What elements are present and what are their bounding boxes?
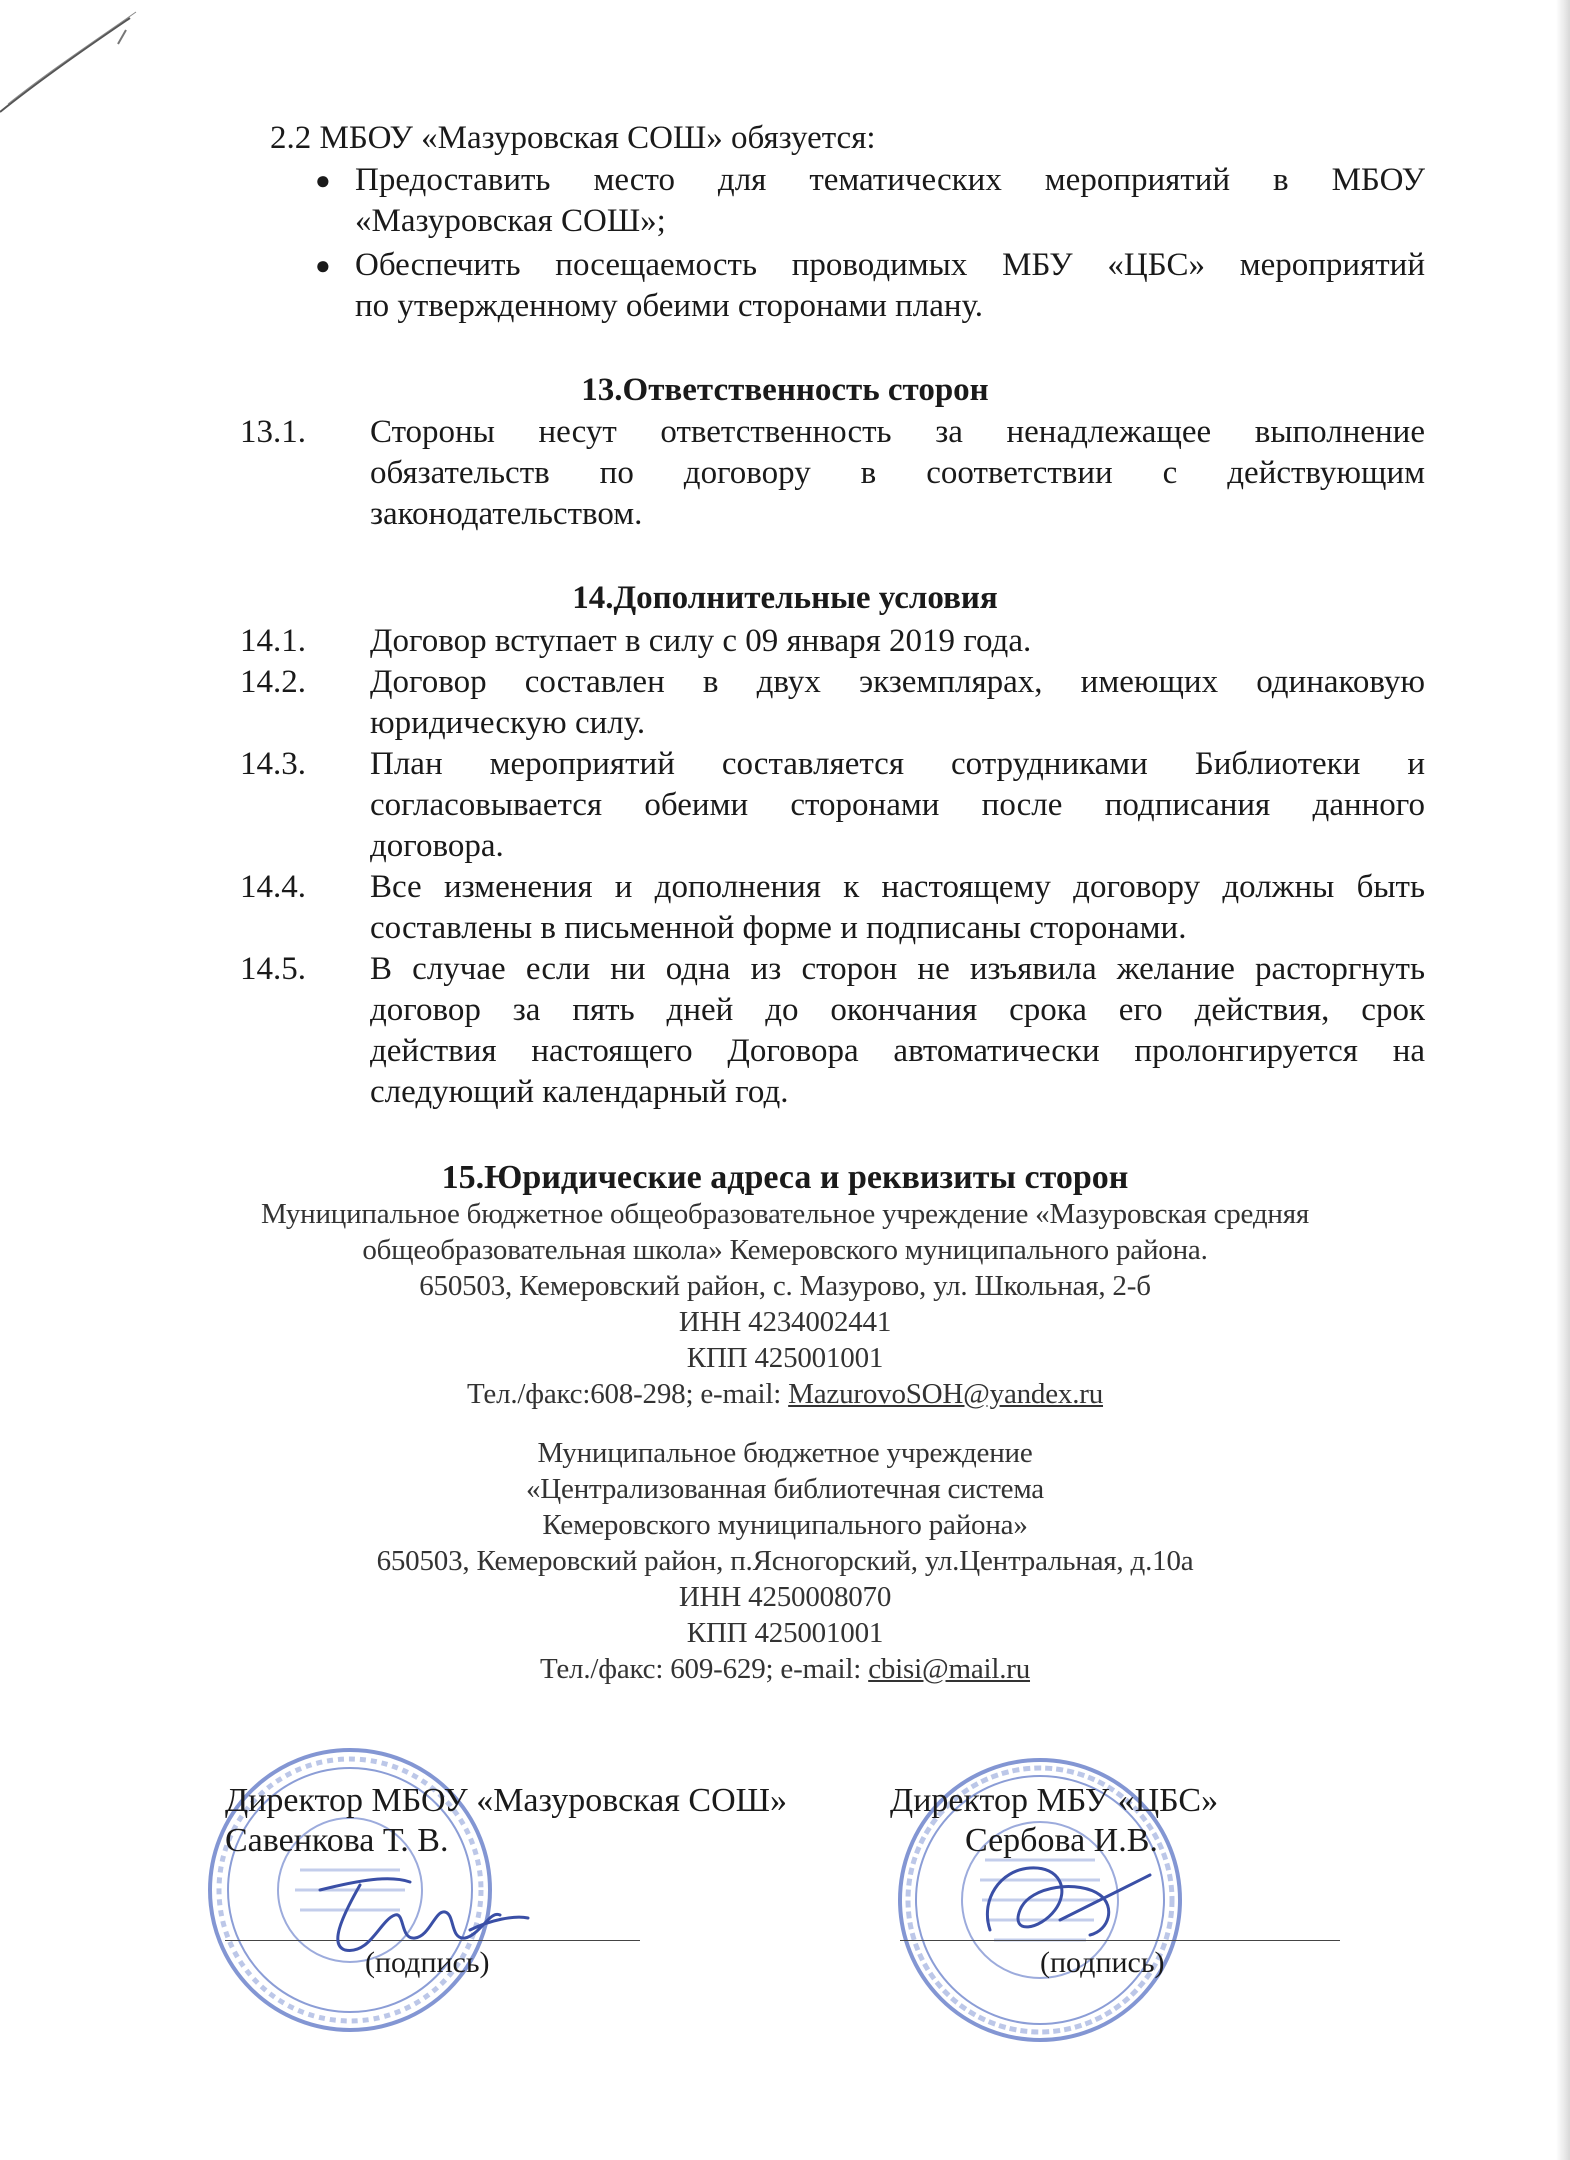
item-14-5-line-4: следующий календарный год. — [370, 1074, 789, 1110]
party-2-name-line-1: Муниципальное бюджетное учреждение — [537, 1437, 1033, 1469]
party-1-name-line-1: Муниципальное бюджетное общеобразовательное учреждение «Мазуровская средняя — [260, 1198, 1310, 1230]
item-number: 13.1. — [240, 414, 306, 450]
party-1-kpp: КПП 425001001 — [686, 1342, 884, 1374]
item-14-5-line-3: действия настоящего Договора автоматически пролонгируется на — [370, 1033, 1425, 1069]
section-15-title: 15.Юридические адреса и реквизиты сторон — [441, 1159, 1129, 1196]
party-1-contact-prefix: Тел./факс:608-298; e-mail: — [466, 1378, 789, 1410]
left-signature-caption: (подпись) — [365, 1946, 490, 1979]
party-2-contact-prefix: Тел./факс: 609-629; e-mail: — [539, 1653, 869, 1685]
item-13-1-line-3: законодательством. — [370, 496, 643, 532]
scan-edge-shadow — [1556, 0, 1570, 2160]
party-1-contact — [150, 1377, 1420, 1411]
bullet-1-line-1: Предоставить место для тематических мероприятий в МБОУ — [355, 162, 1425, 198]
party-1-address: 650503, Кемеровский район, с. Мазурово, ул. Школьная, 2-б — [419, 1270, 1151, 1302]
party-2-email-link[interactable]: cbisi@mail.ru — [868, 1653, 1031, 1685]
section-14-title: 14.Дополнительные условия — [572, 580, 998, 616]
item-number: 14.2. — [240, 664, 306, 700]
item-14-2-line-1: Договор составлен в двух экземплярах, имеющих одинаковую — [370, 664, 1425, 700]
party-2-inn: ИНН 4250008070 — [678, 1581, 892, 1613]
party-2-contact — [150, 1652, 1420, 1686]
item-14-2-line-2: юридическую силу. — [370, 705, 646, 741]
item-14-5-line-2: договор за пять дней до окончания срока его действия, срок — [370, 992, 1425, 1028]
scan-corner-mark — [0, 0, 200, 130]
left-signatory-name: Савенкова Т. В. — [225, 1822, 449, 1859]
bullet-2-line-2: по утвержденному обеими сторонами плану. — [355, 288, 983, 324]
item-14-3-line-1: План мероприятий составляется сотрудниками Библиотеки и — [370, 746, 1425, 782]
item-14-5-line-1: В случае если ни одна из сторон не изъявила желание расторгнуть — [370, 951, 1425, 987]
right-signatory-name: Сербова И.В. — [965, 1822, 1158, 1859]
right-signature-caption: (подпись) — [1040, 1946, 1165, 1979]
party-1-email-link[interactable]: MazurovoSOH@yandex.ru — [788, 1378, 1104, 1410]
item-number: 14.4. — [240, 869, 306, 905]
party-2-address: 650503, Кемеровский район, п.Ясногорский, ул.Центральная, д.10а — [376, 1545, 1194, 1577]
item-14-3-line-2: согласовывается обеими сторонами после подписания данного — [370, 787, 1425, 823]
bullet-2-line-1: Обеспечить посещаемость проводимых МБУ «ЦБС» мероприятий — [355, 247, 1425, 283]
item-14-4-line-2: составлены в письменной форме и подписаны сторонами. — [370, 910, 1187, 946]
party-2-kpp: КПП 425001001 — [686, 1617, 884, 1649]
section-13-title: 13.Ответственность сторон — [581, 372, 989, 408]
party-2-name-line-2: «Централизованная библиотечная система — [526, 1473, 1044, 1505]
party-1-inn: ИНН 4234002441 — [678, 1306, 892, 1338]
right-signatory-title: Директор МБУ «ЦБС» — [890, 1782, 1219, 1819]
party-1-name-line-2: общеобразовательная школа» Кемеровского муниципального района. — [362, 1234, 1208, 1266]
left-handwritten-signature — [300, 1860, 530, 1970]
item-13-1-line-1: Стороны несут ответственность за ненадлежащее выполнение — [370, 414, 1425, 450]
party-2-name-line-3: Кемеровского муниципального района» — [542, 1509, 1028, 1541]
item-number: 14.5. — [240, 951, 306, 987]
left-signatory-title: Директор МБОУ «Мазуровская СОШ» — [225, 1782, 787, 1819]
right-handwritten-signature — [960, 1850, 1160, 1970]
bullet-icon: ● — [315, 251, 331, 280]
item-14-4-line-1: Все изменения и дополнения к настоящему договору должны быть — [370, 869, 1425, 905]
item-14-3-line-3: договора. — [370, 828, 504, 864]
item-number: 14.3. — [240, 746, 306, 782]
section-2-2-heading: 2.2 МБОУ «Мазуровская СОШ» обязуется: — [270, 120, 876, 156]
bullet-1-line-2: «Мазуровская СОШ»; — [355, 203, 666, 239]
item-13-1-line-2: обязательств по договору в соответствии с действующим — [370, 455, 1425, 491]
bullet-icon: ● — [315, 166, 331, 195]
item-number: 14.1. — [240, 623, 306, 659]
item-14-1-line-1: Договор вступает в силу с 09 января 2019 года. — [370, 623, 1032, 659]
